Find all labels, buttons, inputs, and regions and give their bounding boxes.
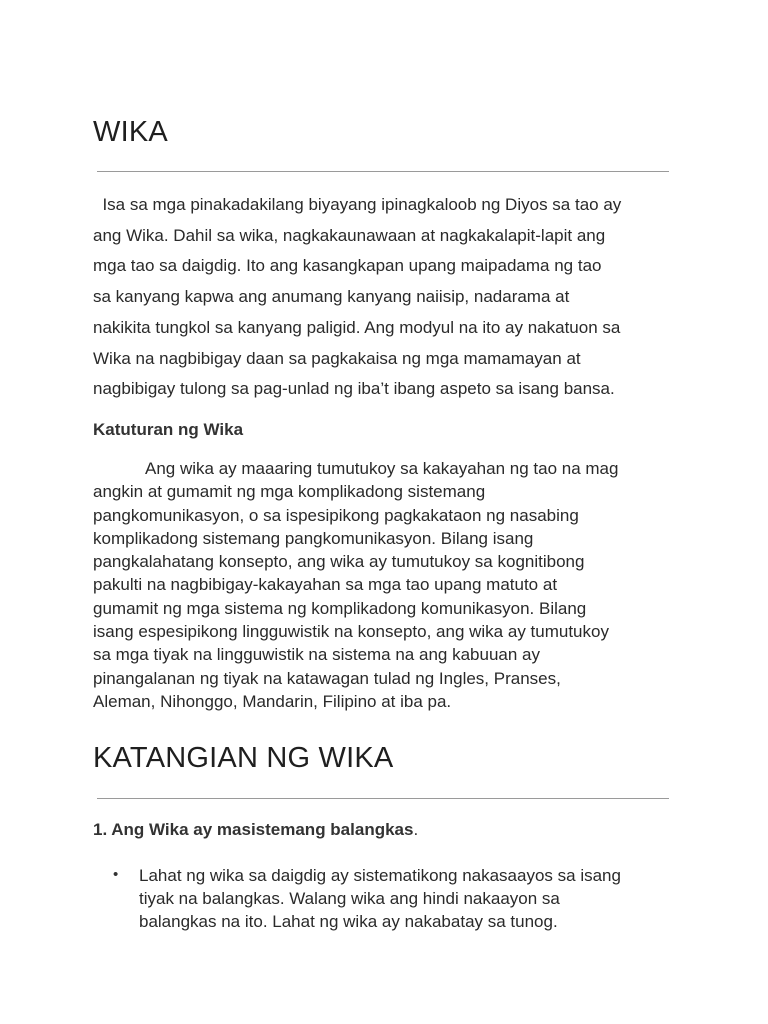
katuturan-line: angkin at gumamit ng mga komplikadong sistemang bbox=[93, 482, 486, 502]
intro-paragraph bbox=[93, 190, 683, 405]
katuturan-line: pinangalanan ng tiyak na katawagan tulad ng Ingles, Pranses, bbox=[93, 668, 561, 688]
item-1-title: 1. Ang Wika ay masistemang balangkas. bbox=[93, 820, 419, 839]
item-1-bullet-text bbox=[139, 864, 679, 933]
katuturan-line: pangkomunikasyon, o sa ispesipikong pagkakataon ng nasabing bbox=[93, 505, 579, 525]
bullet-line: balangkas na ito. Lahat ng wika ay nakabatay sa tunog. bbox=[139, 912, 558, 931]
heading-divider bbox=[97, 798, 669, 799]
intro-line: ang Wika. Dahil sa wika, nagkakaunawaan at nagkakalapit-lapit ang bbox=[93, 225, 606, 245]
katuturan-line: gumamit ng mga sistema ng komplikadong komunikasyon. Bilang bbox=[93, 598, 587, 618]
subheading-katuturan: Katuturan ng Wika bbox=[93, 420, 244, 439]
intro-line: nagbibigay tulong sa pag-unlad ng iba’t ibang aspeto sa isang bansa. bbox=[93, 379, 615, 399]
bullet-line: tiyak na balangkas. Walang wika ang hindi nakaayon sa bbox=[139, 889, 560, 908]
intro-line: Isa sa mga pinakadakilang biyayang ipinagkaloob ng Diyos sa tao ay bbox=[93, 195, 622, 214]
katuturan-line: pakulti na nagbibigay-kakayahan sa mga tao upang matuto at bbox=[93, 575, 558, 595]
katuturan-line: sa mga tiyak na lingguwistik na sistema na ang kabuuan ay bbox=[93, 645, 540, 665]
katuturan-paragraph bbox=[93, 457, 683, 713]
intro-line: nakikita tungkol sa kanyang paligid. Ang modyul na ito ay nakatuon sa bbox=[93, 317, 621, 337]
katuturan-line: Ang wika ay maaaring tumutukoy sa kakayahan ng tao na mag bbox=[145, 459, 619, 478]
intro-line: sa kanyang kapwa ang anumang kanyang naiisip, nadarama at bbox=[93, 287, 570, 307]
bullet-line: Lahat ng wika sa daigdig ay sistematikong nakasaayos sa isang bbox=[139, 866, 621, 885]
katuturan-line: isang espesipikong lingguwistik na konsepto, ang wika ay tumutukoy bbox=[93, 622, 609, 642]
katuturan-line: Aleman, Nihonggo, Mandarin, Filipino at iba pa. bbox=[93, 691, 452, 711]
intro-line: mga tao sa daigdig. Ito ang kasangkapan upang maipadama ng tao bbox=[93, 256, 602, 276]
katuturan-line: pangkalahatang konsepto, ang wika ay tumutukoy sa kognitibong bbox=[93, 552, 585, 572]
heading-wika: WIKA bbox=[93, 116, 168, 148]
katuturan-line: komplikadong sistemang pangkomunikasyon. Bilang isang bbox=[93, 528, 534, 548]
bullet-icon: • bbox=[113, 866, 119, 883]
intro-line: Wika na nagbibigay daan sa pagkakaisa ng mga mamamayan at bbox=[93, 348, 581, 368]
heading-katangian: KATANGIAN NG WIKA bbox=[93, 742, 394, 774]
heading-divider bbox=[97, 171, 669, 172]
